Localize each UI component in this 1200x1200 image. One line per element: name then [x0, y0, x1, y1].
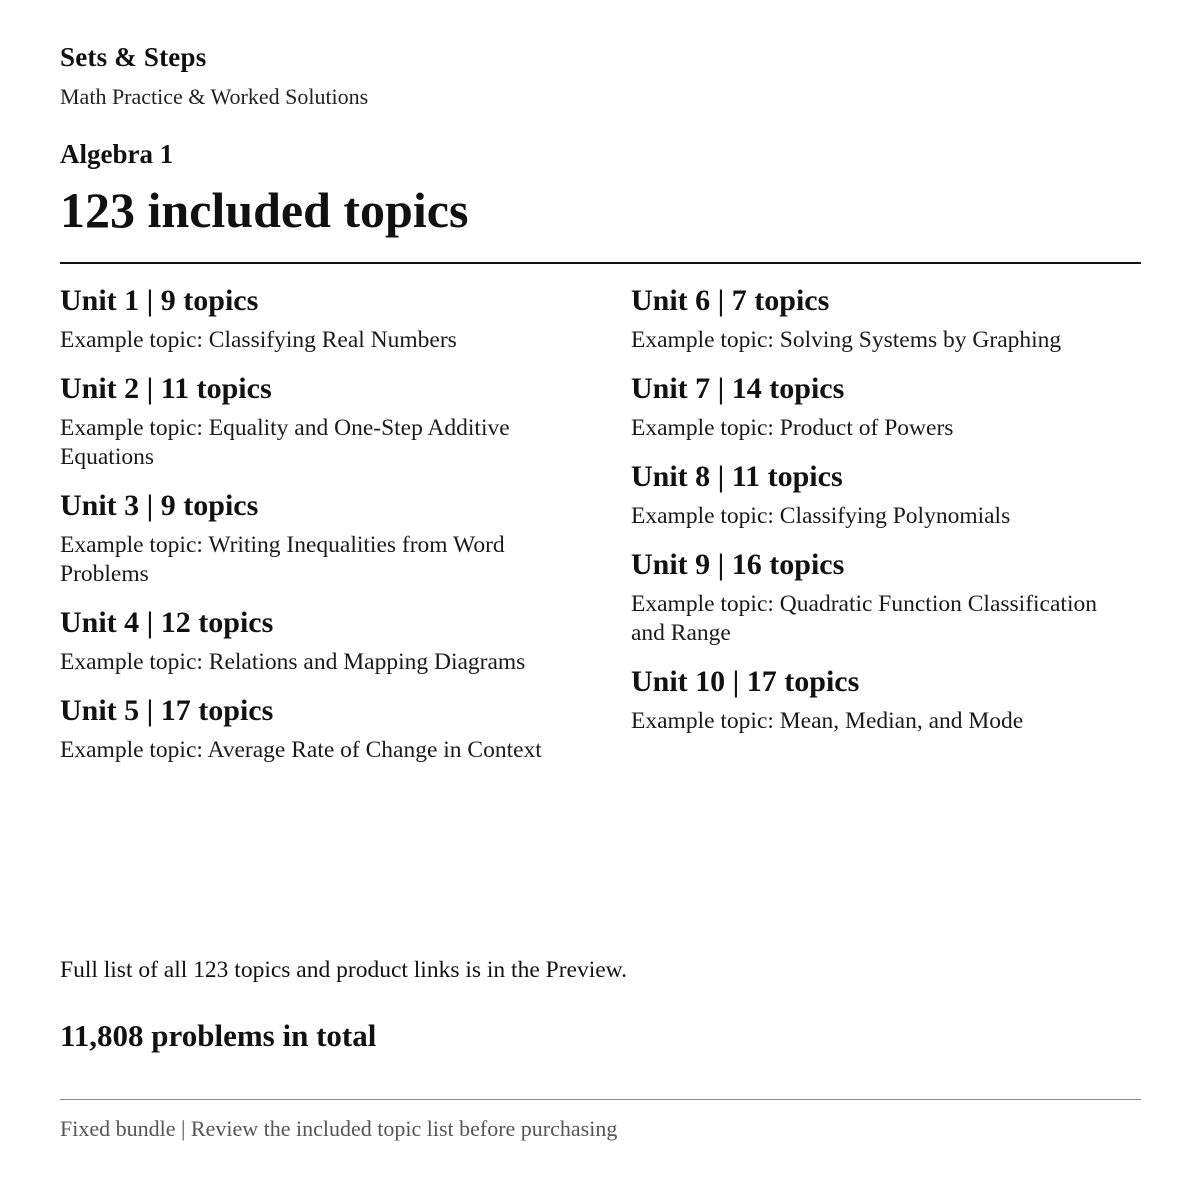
- unit-example-topic: Example topic: Product of Powers: [631, 415, 954, 441]
- unit-title: Unit 4 | 12 topics: [60, 606, 274, 639]
- unit-entry: [631, 282, 1136, 355]
- unit-entry: [631, 663, 1136, 736]
- topics-headline: 123 included topics: [60, 182, 469, 238]
- units-grid: [60, 282, 1141, 780]
- unit-title: Unit 3 | 9 topics: [60, 489, 259, 522]
- course-name: Algebra 1: [60, 139, 174, 169]
- preview-note: Full list of all 123 topics and product links is in the Preview.: [60, 957, 627, 983]
- unit-entry: [631, 546, 1136, 648]
- unit-example-topic: Example topic: Average Rate of Change in Context: [60, 737, 542, 763]
- unit-example-topic: Example topic: Solving Systems by Graphing: [631, 327, 1062, 353]
- unit-title: Unit 1 | 9 topics: [60, 284, 259, 317]
- unit-entry: [631, 370, 1136, 443]
- unit-example-topic: Example topic: Quadratic Function Classification and Range: [631, 591, 1097, 646]
- units-column-right: [631, 282, 1136, 780]
- brand-tagline: Math Practice & Worked Solutions: [60, 84, 369, 109]
- unit-entry: [60, 487, 565, 589]
- footer-text: Fixed bundle | Review the included topic list before purchasing: [60, 1116, 618, 1141]
- total-problems: 11,808 problems in total: [60, 1018, 377, 1053]
- unit-entry: [60, 604, 565, 677]
- unit-example-topic: Example topic: Classifying Polynomials: [631, 503, 1011, 529]
- units-column-left: [60, 282, 565, 780]
- brand-name: Sets & Steps: [60, 42, 207, 72]
- unit-title: Unit 5 | 17 topics: [60, 694, 274, 727]
- unit-title: Unit 6 | 7 topics: [631, 284, 830, 317]
- unit-entry: [60, 692, 565, 765]
- unit-example-topic: Example topic: Writing Inequalities from Word Problems: [60, 532, 505, 587]
- unit-title: Unit 7 | 14 topics: [631, 372, 845, 405]
- unit-example-topic: Example topic: Equality and One-Step Additive Equations: [60, 415, 510, 470]
- unit-example-topic: Example topic: Classifying Real Numbers: [60, 327, 457, 353]
- unit-title: Unit 9 | 16 topics: [631, 548, 845, 581]
- unit-title: Unit 10 | 17 topics: [631, 665, 860, 698]
- header-divider: [60, 262, 1141, 264]
- unit-title: Unit 8 | 11 topics: [631, 460, 843, 493]
- unit-entry: [60, 370, 565, 472]
- unit-example-topic: Example topic: Relations and Mapping Diagrams: [60, 649, 526, 675]
- page: [60, 0, 1141, 1200]
- unit-title: Unit 2 | 11 topics: [60, 372, 272, 405]
- footer-divider: [60, 1099, 1141, 1100]
- unit-entry: [631, 458, 1136, 531]
- unit-entry: [60, 282, 565, 355]
- unit-example-topic: Example topic: Mean, Median, and Mode: [631, 708, 1024, 734]
